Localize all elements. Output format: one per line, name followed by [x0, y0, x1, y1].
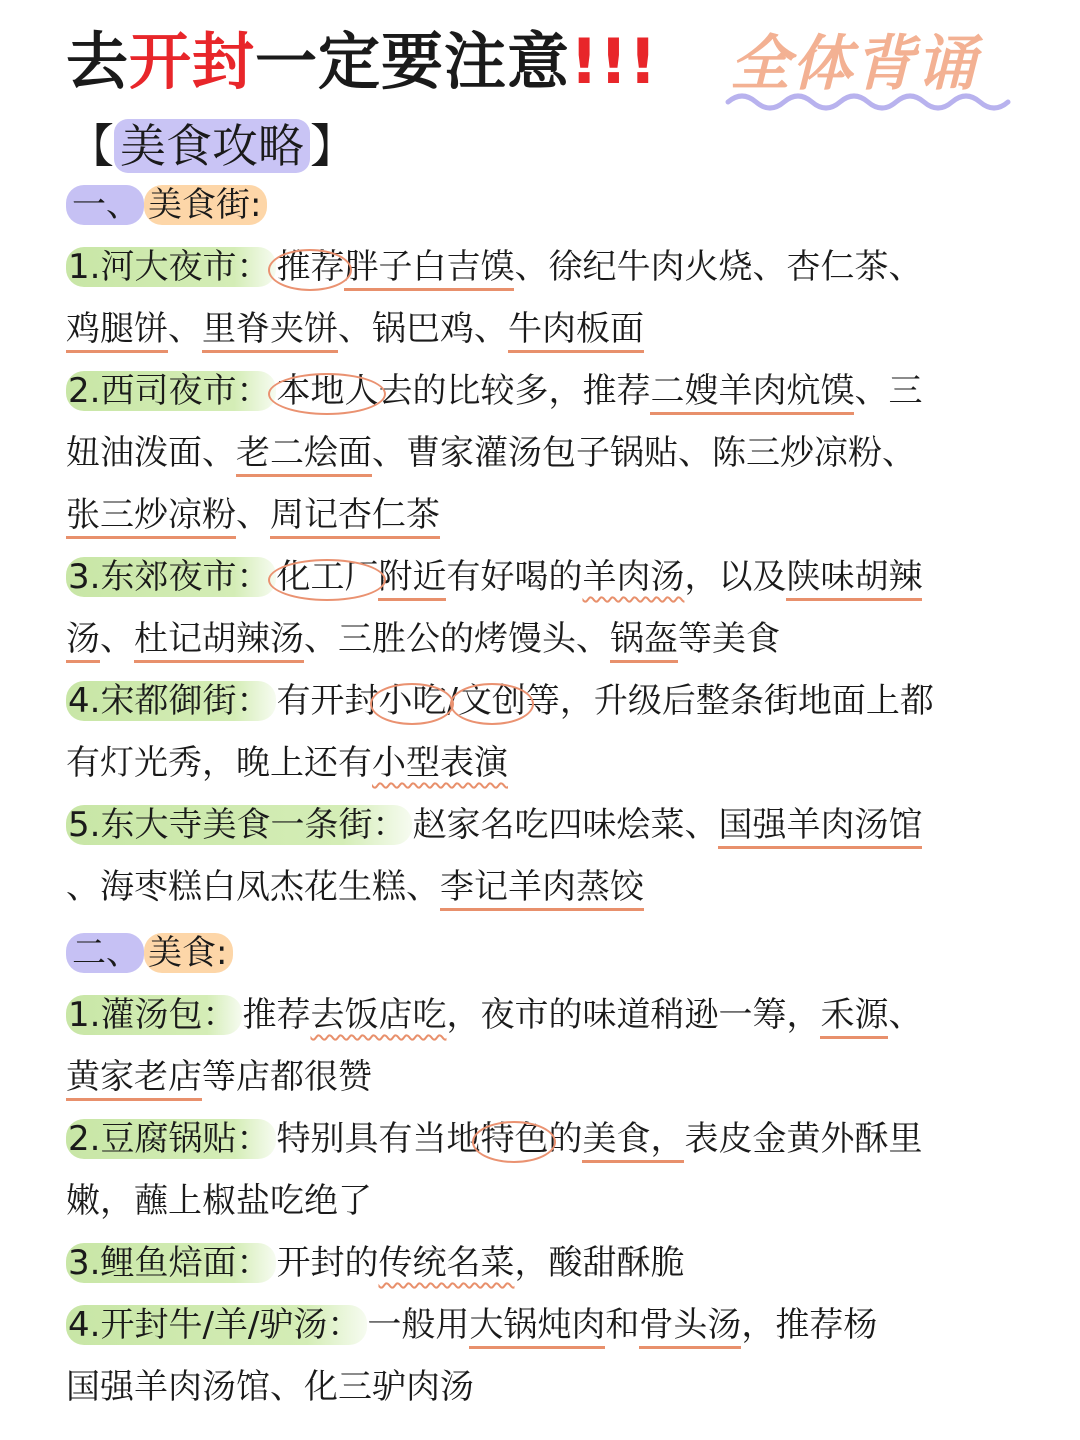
text-fragment: 小型表演: [372, 743, 508, 783]
list-item-continued: [66, 484, 1026, 546]
text-fragment: 小吃: [378, 681, 447, 721]
section-title-2: [66, 922, 1026, 984]
title-part-3: 一定要注意: [255, 25, 571, 98]
text-fragment: 一般用: [367, 1305, 470, 1345]
text-fragment: 、: [888, 995, 923, 1035]
text-fragment: 和: [605, 1305, 640, 1345]
text-fragment: 、徐纪牛肉火烧、杏仁茶、: [514, 247, 923, 287]
text-fragment: 本地人: [276, 371, 379, 411]
text-fragment: 禾源: [820, 995, 888, 1039]
header-label: 美食攻略: [114, 119, 310, 173]
item-label: 4.宋都御街：: [66, 681, 276, 721]
text-fragment: 去的比较多，推荐: [378, 371, 651, 411]
text-fragment: 等，升级后整条街地面上都: [525, 681, 934, 721]
page-title: [66, 22, 658, 102]
item-label: 5.东大寺美食一条街：: [66, 805, 412, 845]
text-fragment: ，推荐杨: [741, 1305, 878, 1345]
text-fragment: 美食，: [582, 1119, 684, 1163]
list-item-continued: [66, 608, 1026, 670]
text-fragment: ，夜市的味道稍逊一筹，: [446, 995, 821, 1035]
text-fragment: 传统名菜: [378, 1243, 515, 1283]
text-fragment: 开封的: [276, 1243, 379, 1283]
text-fragment: 、三: [854, 371, 923, 411]
title-exclaim: !!!: [570, 25, 658, 98]
title-part-1: 去: [66, 25, 130, 98]
list-item: [66, 1232, 1026, 1294]
list-item-continued: [66, 1356, 1026, 1418]
list-item-continued: [66, 1046, 1026, 1108]
list-item-continued: [66, 422, 1026, 484]
text-fragment: 的: [548, 1119, 583, 1159]
list-item: [66, 984, 1026, 1046]
text-fragment: 羊肉汤: [582, 557, 685, 597]
text-fragment: 、: [100, 619, 134, 659]
text-fragment: 国强羊肉汤馆: [718, 805, 922, 849]
item-label: 1.河大夜市：: [66, 247, 276, 287]
text-fragment: 特色: [480, 1119, 549, 1159]
stamp-text: 全体背诵: [730, 29, 978, 99]
item-label: 2.西司夜市：: [66, 371, 276, 411]
list-item-continued: [66, 732, 1026, 794]
text-fragment: 妞油泼面、: [66, 433, 236, 473]
text-fragment: 赵家名吃四味烩菜、: [412, 805, 719, 845]
text-fragment: 、曹家灌汤包子锅贴、陈三炒凉粉、: [372, 433, 916, 473]
list-item-continued: [66, 856, 1026, 918]
text-fragment: 陕味胡辣: [786, 557, 922, 601]
item-label: 3.鲤鱼焙面：: [66, 1243, 276, 1283]
text-fragment: 国强羊肉汤馆、化三驴肉汤: [66, 1367, 474, 1407]
text-fragment: 有开封: [276, 681, 379, 721]
text-fragment: 去饭店吃: [310, 995, 447, 1035]
text-fragment: 、锅巴鸡、: [338, 309, 508, 349]
text-fragment: 里脊夹饼: [202, 309, 338, 353]
list-item-continued: [66, 298, 1026, 360]
text-fragment: ，酸甜酥脆: [514, 1243, 685, 1283]
text-fragment: 二嫂羊肉炕馍: [650, 371, 854, 415]
list-item: [66, 546, 1026, 608]
section-2-number: 二、: [66, 933, 144, 973]
text-fragment: 、: [236, 495, 270, 535]
text-fragment: 杜记胡辣汤: [134, 619, 304, 663]
text-fragment: 胖子白吉馍: [344, 247, 514, 291]
section-foods: [66, 922, 1026, 1418]
text-fragment: 有好喝的: [446, 557, 583, 597]
item-label: 4.开封牛/羊/驴汤：: [66, 1305, 367, 1345]
text-fragment: 鸡腿饼: [66, 309, 168, 353]
list-item-continued: [66, 1170, 1026, 1232]
text-fragment: 有灯光秀，晚上还有: [66, 743, 372, 783]
text-fragment: 骨头汤: [639, 1305, 741, 1349]
text-fragment: 牛肉板面: [508, 309, 644, 353]
text-fragment: 推荐: [242, 995, 311, 1035]
text-fragment: 黄家老店: [66, 1057, 202, 1101]
text-fragment: 李记羊肉蒸饺: [440, 867, 644, 911]
list-item: [66, 236, 1026, 298]
header-bracket-close: 】: [310, 119, 356, 173]
text-fragment: 等店都很赞: [202, 1057, 372, 1097]
text-fragment: 汤: [66, 619, 100, 663]
text-fragment: 、: [168, 309, 202, 349]
text-fragment: 张三炒凉粉: [66, 495, 236, 539]
text-fragment: 表皮金黄外酥里: [684, 1119, 923, 1159]
list-item: [66, 670, 1026, 732]
text-fragment: 等美食: [678, 619, 780, 659]
list-item: [66, 1294, 1026, 1356]
text-fragment: 锅盔: [610, 619, 678, 663]
text-fragment: 附近: [378, 557, 446, 601]
text-fragment: 周记杏仁茶: [270, 495, 440, 539]
section-2-name: 美食:: [144, 933, 233, 973]
text-fragment: 、三胜公的烤馒头、: [304, 619, 610, 659]
text-fragment: 化工厂: [276, 557, 379, 597]
item-label: 2.豆腐锅贴：: [66, 1119, 276, 1159]
section-food-streets: [66, 174, 1026, 918]
item-label: 3.东郊夜市：: [66, 557, 276, 597]
text-fragment: ，以及: [684, 557, 787, 597]
list-item: [66, 360, 1026, 422]
text-fragment: 、海枣糕白凤杰花生糕、: [66, 867, 440, 907]
item-label: 1.灌汤包：: [66, 995, 242, 1035]
title-city: 开封: [129, 25, 256, 98]
text-fragment: /: [446, 681, 458, 721]
text-fragment: 推荐: [276, 247, 345, 287]
text-fragment: 大锅炖肉: [469, 1305, 605, 1349]
section-title-1: [66, 174, 1026, 236]
section-1-name: 美食街:: [144, 185, 267, 225]
list-item: [66, 1108, 1026, 1170]
header-bracket-open: 【: [68, 119, 114, 173]
section-1-number: 一、: [66, 185, 144, 225]
stamp-wave-underline: [724, 86, 1014, 116]
list-item: [66, 794, 1026, 856]
text-fragment: 嫩，蘸上椒盐吃绝了: [66, 1181, 372, 1221]
text-fragment: 文创: [457, 681, 526, 721]
text-fragment: 特别具有当地: [276, 1119, 481, 1159]
section-header: [68, 116, 356, 176]
text-fragment: 老二烩面: [236, 433, 372, 477]
